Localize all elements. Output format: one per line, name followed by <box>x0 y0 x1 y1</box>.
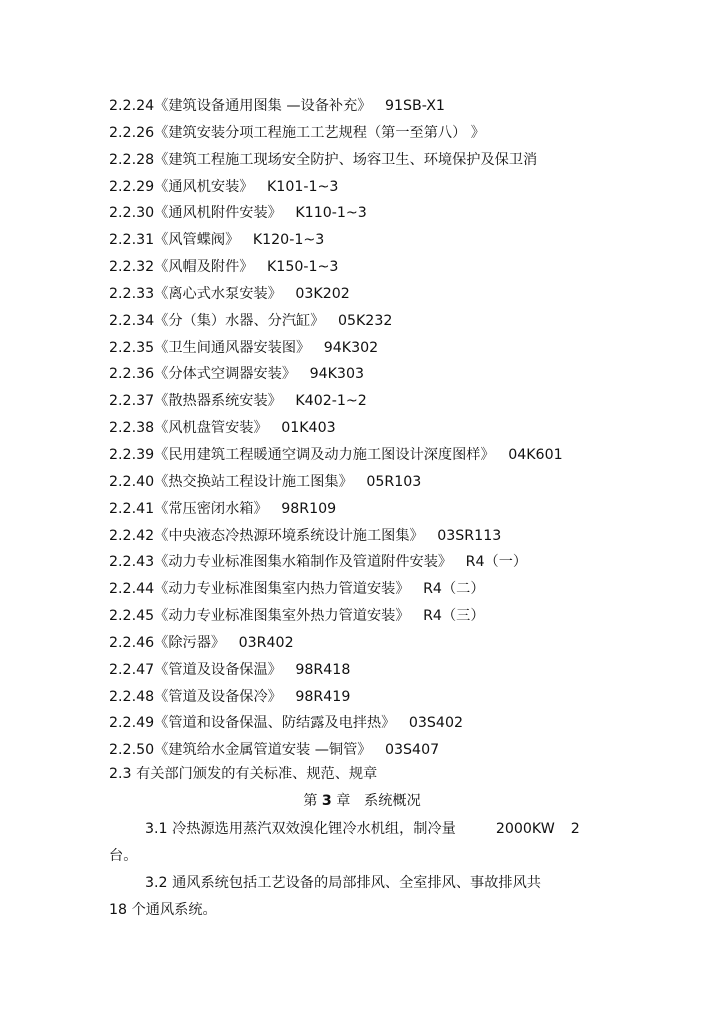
reference-item <box>109 710 709 737</box>
reference-item <box>109 469 709 496</box>
reference-number: 2.2.35 <box>109 339 155 356</box>
reference-code: 01K403 <box>281 420 336 437</box>
reference-number: 2.2.33 <box>109 285 155 302</box>
reference-title: 《中央液态冷热源环境系统设计施工图集》 <box>154 527 424 544</box>
reference-number: 2.2.44 <box>109 581 155 598</box>
reference-item <box>109 415 709 442</box>
reference-number: 2.2.46 <box>109 634 155 651</box>
reference-number: 2.2.29 <box>109 178 155 195</box>
reference-code: 05R103 <box>366 473 422 490</box>
reference-item <box>109 308 709 335</box>
reference-code: 91SB-X1 <box>385 98 445 114</box>
reference-code: K120-1~3 <box>252 232 325 249</box>
chapter-suffix: 章 <box>336 793 351 809</box>
reference-item <box>109 523 709 550</box>
reference-code: 05K232 <box>337 312 393 329</box>
reference-code: K110-1~3 <box>295 205 367 222</box>
reference-title: 《通风机安装》 <box>154 178 254 195</box>
reference-title: 《动力专业标准图集室内热力管道安装》 <box>154 581 410 598</box>
reference-code: 03R402 <box>238 634 294 651</box>
reference-code: 03S407 <box>385 742 440 759</box>
paragraph-3-2-line-1: 3.2 通风系统包括工艺设备的局部排风、全室排风、事故排风共 <box>145 875 541 891</box>
reference-number: 2.2.47 <box>109 661 155 678</box>
reference-title: 《建筑工程施工现场安全防护、场容卫生、环境保护及保卫消 <box>154 151 538 168</box>
reference-number: 2.2.43 <box>109 554 155 571</box>
reference-code: 04K601 <box>508 446 563 463</box>
reference-item <box>109 442 709 469</box>
reference-number: 2.2.26 <box>109 124 155 141</box>
reference-number: 2.2.48 <box>109 688 155 705</box>
reference-item <box>109 120 709 147</box>
reference-title: 《风机盘管安装》 <box>154 420 268 437</box>
reference-item <box>109 93 709 120</box>
unit-count-value: 2 <box>570 821 580 837</box>
reference-code: R4（一） <box>465 554 528 571</box>
reference-item <box>109 174 709 201</box>
reference-item <box>109 657 709 684</box>
reference-title: 《分体式空调器安装》 <box>154 366 297 383</box>
paragraph-3-1 <box>109 816 617 870</box>
reference-code: K402-1~2 <box>295 393 367 410</box>
reference-number: 2.2.42 <box>109 527 155 544</box>
reference-item <box>109 227 709 254</box>
reference-code: 98R418 <box>295 661 351 678</box>
paragraph-3-1-line-2: 台。 <box>109 848 138 864</box>
reference-number: 2.2.31 <box>109 232 155 249</box>
reference-title: 《民用建筑工程暖通空调及动力施工图设计深度图样》 <box>154 446 495 463</box>
section-2-3-heading: 2.3 有关部门颁发的有关标准、规范、规章 <box>109 766 378 782</box>
reference-number: 2.2.28 <box>109 151 155 168</box>
reference-code: K150-1~3 <box>267 259 339 276</box>
reference-number: 2.2.50 <box>109 742 155 759</box>
reference-title: 《动力专业标准图集室外热力管道安装》 <box>154 608 410 625</box>
reference-code: R4（二） <box>423 581 485 598</box>
reference-item <box>109 388 709 415</box>
reference-item <box>109 335 709 362</box>
reference-title: 《建筑给水金属管道安装 —铜管》 <box>154 742 372 759</box>
reference-number: 2.2.36 <box>109 366 155 383</box>
reference-title: 《风管蝶阀》 <box>154 232 240 249</box>
reference-title: 《常压密闭水箱》 <box>154 500 268 517</box>
reference-number: 2.2.24 <box>109 98 155 114</box>
reference-item <box>109 361 709 388</box>
chapter-name: 系统概况 <box>364 793 421 809</box>
reference-item <box>109 549 709 576</box>
reference-item <box>109 576 709 603</box>
reference-title: 《通风机附件安装》 <box>154 205 282 222</box>
reference-number: 2.2.37 <box>109 393 155 410</box>
reference-title: 《分（集）水器、分汽缸》 <box>154 312 325 329</box>
reference-item <box>109 603 709 630</box>
chapter-prefix: 第 <box>303 793 318 809</box>
reference-title: 《管道及设备保冷》 <box>154 688 282 705</box>
reference-item <box>109 496 709 523</box>
reference-title: 《离心式水泵安装》 <box>154 285 282 302</box>
reference-number: 2.2.39 <box>109 446 155 463</box>
reference-title: 《热交换站工程设计施工图集》 <box>154 473 353 490</box>
chapter-number: 3 <box>321 793 332 809</box>
reference-code: R4（三） <box>423 608 485 625</box>
paragraph-3-1-line-1 <box>109 816 617 843</box>
reference-number: 2.2.49 <box>109 715 155 732</box>
reference-code: 03K202 <box>295 285 350 302</box>
reference-code: 94K302 <box>323 339 379 356</box>
reference-number: 2.2.40 <box>109 473 155 490</box>
reference-code: 94K303 <box>309 366 364 383</box>
reference-code: 98R109 <box>281 500 337 517</box>
reference-title: 《建筑设备通用图集 —设备补充》 <box>154 98 372 114</box>
paragraph-3-2 <box>109 870 617 924</box>
reference-code: 03SR113 <box>437 527 502 544</box>
reference-title: 《管道及设备保温》 <box>154 661 282 678</box>
reference-code: 03S402 <box>408 715 464 732</box>
reference-code: K101-1~3 <box>267 178 339 195</box>
reference-item <box>109 147 709 174</box>
paragraph-3-2-line-2: 18 个通风系统。 <box>109 902 217 918</box>
reference-title: 《卫生间通风器安装图》 <box>154 339 311 356</box>
reference-number: 2.2.34 <box>109 312 155 329</box>
reference-item <box>109 281 709 308</box>
paragraph-3-1-text: 3.1 冷热源选用蒸汽双效溴化锂冷水机组，制冷量 <box>145 821 456 837</box>
reference-number: 2.2.45 <box>109 608 155 625</box>
reference-title: 《建筑安装分项工程施工工艺规程（第一至第八） 》 <box>154 124 485 141</box>
reference-number: 2.2.30 <box>109 205 155 222</box>
reference-item <box>109 200 709 227</box>
reference-title: 《风帽及附件》 <box>154 259 254 276</box>
reference-title: 《动力专业标准图集水箱制作及管道附件安装》 <box>154 554 453 571</box>
reference-title: 《管道和设备保温、防结露及电拌热》 <box>154 715 396 732</box>
reference-code: 98R419 <box>295 688 351 705</box>
chapter-title <box>0 788 724 814</box>
reference-title: 《散热器系统安装》 <box>154 393 282 410</box>
reference-item <box>109 254 709 281</box>
reference-item <box>109 630 709 657</box>
reference-number: 2.2.41 <box>109 500 155 517</box>
reference-item <box>109 684 709 711</box>
reference-title: 《除污器》 <box>154 634 226 651</box>
cooling-capacity-value: 2000KW <box>495 821 555 837</box>
reference-number: 2.2.38 <box>109 420 155 437</box>
reference-number: 2.2.32 <box>109 259 155 276</box>
reference-list <box>109 93 709 764</box>
